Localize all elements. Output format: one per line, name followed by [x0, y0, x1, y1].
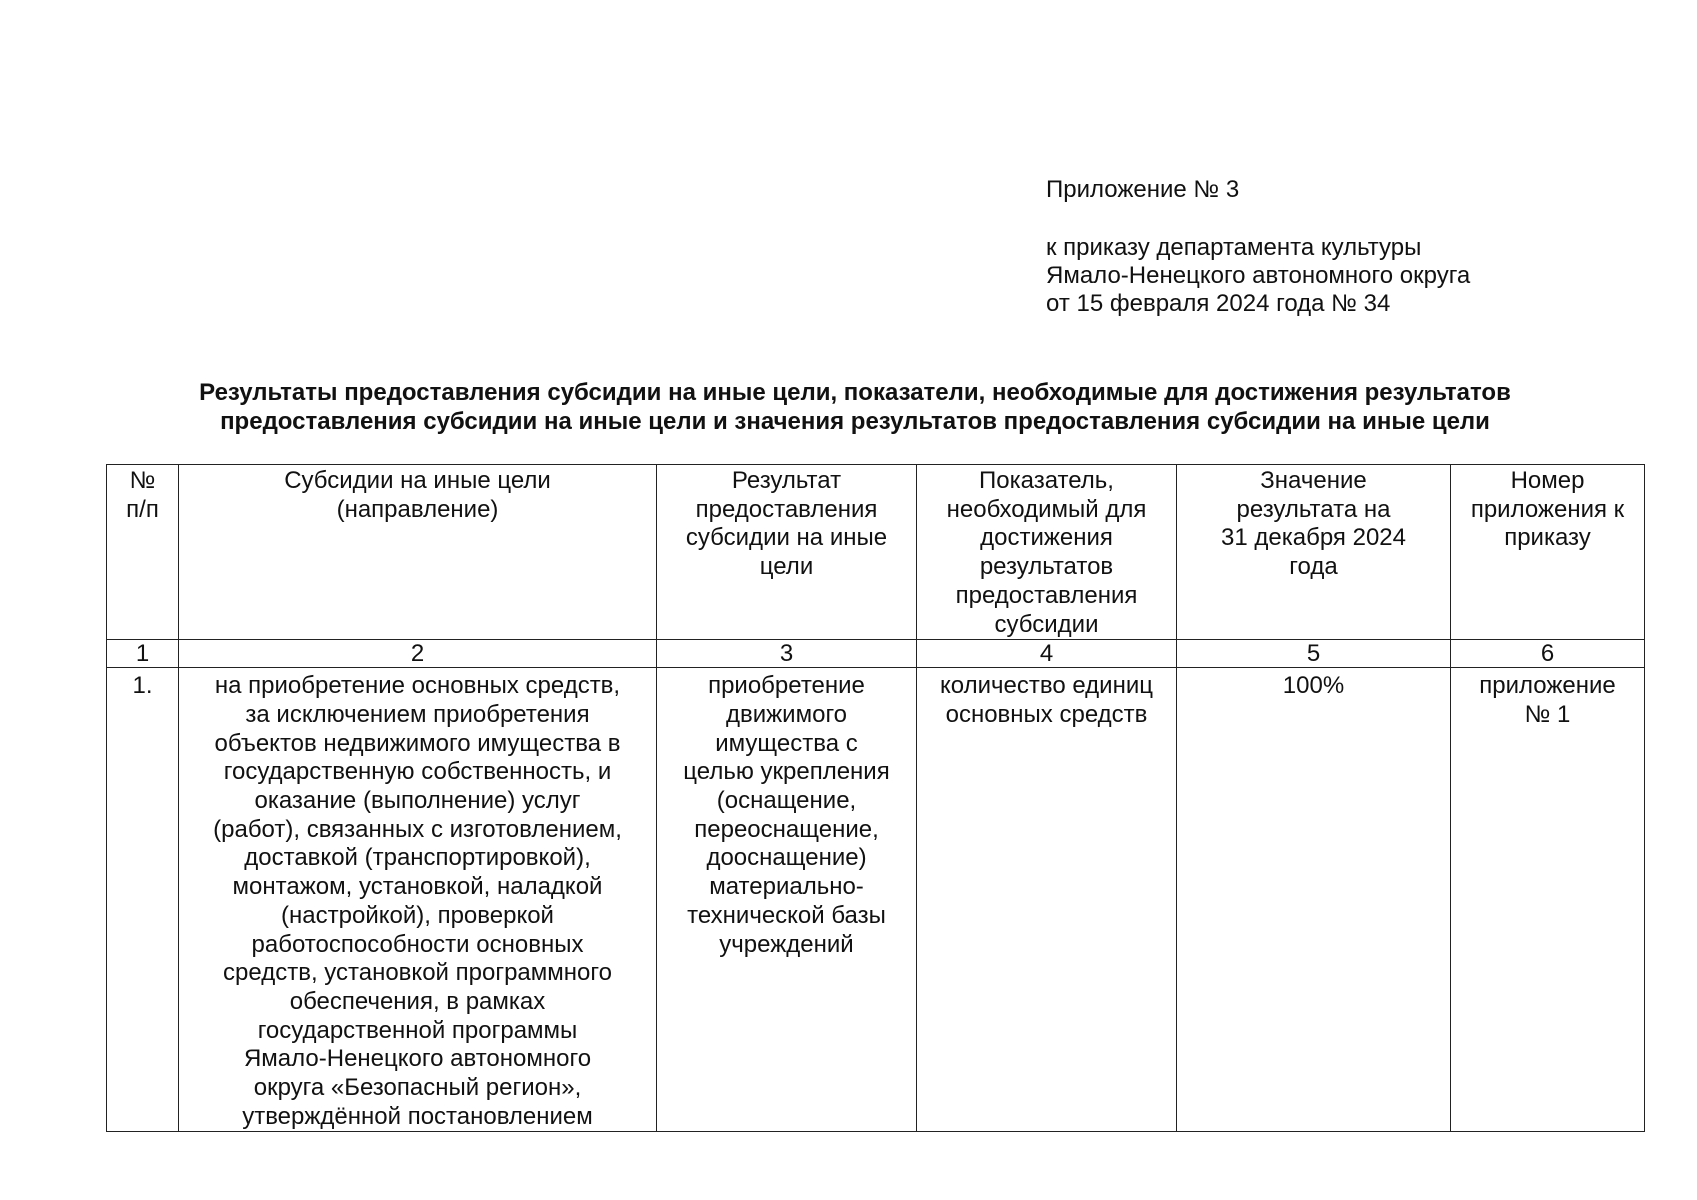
cell-line: (настройкой), проверкой — [281, 901, 554, 929]
header-cell-line: Результат — [731, 467, 842, 494]
cell-line: переоснащение, — [694, 815, 879, 843]
header-cell-line: п/п — [126, 495, 159, 523]
cell-line: государственную собственность, и — [223, 758, 612, 786]
header-appendix-number — [1451, 465, 1645, 640]
table-row — [107, 668, 1645, 1132]
cell-result — [657, 668, 917, 1132]
cell-line: средств, установкой программного — [223, 959, 612, 987]
appendix-order-line: к приказу департамента культуры — [1046, 234, 1422, 261]
cell-value — [1177, 668, 1451, 1132]
cell-line: имущества с — [715, 729, 858, 757]
column-number-cell: 4 — [917, 640, 1177, 668]
header-cell-line: приказу — [1504, 524, 1591, 552]
column-number-cell: 3 — [657, 640, 917, 668]
cell-line: (оснащение, — [716, 787, 857, 815]
cell-line: № 1 — [1524, 700, 1571, 728]
cell-line: приобретение — [708, 672, 865, 700]
cell-line: приложение — [1479, 672, 1616, 700]
document-title-line: Результаты предоставления субсидии на иные цели, показатели, необходимые для достижения результатов — [199, 379, 1511, 406]
cell-line: округа «Безопасный регион», — [253, 1074, 582, 1102]
cell-appendix-number — [1451, 668, 1645, 1132]
cell-line: технической базы — [687, 901, 886, 929]
header-number — [107, 465, 179, 640]
cell-line: 1. — [132, 672, 153, 700]
cell-line: объектов недвижимого имущества в — [214, 729, 621, 757]
header-cell-line: Показатель, — [979, 467, 1114, 494]
cell-line: Ямало-Ненецкого автономного — [243, 1045, 592, 1073]
header-result — [657, 465, 917, 640]
header-cell-line: предоставления — [695, 495, 878, 523]
column-number-cell: 1 — [107, 640, 179, 668]
table-column-number-row — [107, 640, 1645, 668]
header-cell-line: субсидии на иные — [685, 524, 888, 552]
column-number-cell: 2 — [179, 640, 657, 668]
cell-line: учреждений — [719, 930, 854, 958]
cell-line: количество единиц — [940, 672, 1153, 700]
header-cell-line: 31 декабря 2024 — [1221, 524, 1406, 552]
header-cell-line: № — [129, 467, 156, 494]
header-indicator — [917, 465, 1177, 640]
header-cell-line: (направление) — [336, 495, 499, 523]
document-title — [80, 378, 1630, 436]
header-cell-line: результата на — [1236, 495, 1391, 523]
cell-number — [107, 668, 179, 1132]
cell-line: оказание (выполнение) услуг — [254, 787, 581, 815]
header-cell-line: года — [1289, 553, 1338, 581]
cell-line: материально- — [709, 873, 864, 901]
results-table-body — [107, 465, 1645, 1132]
appendix-block — [1046, 176, 1606, 318]
header-subsidy-direction — [179, 465, 657, 640]
cell-line: на приобретение основных средств, — [214, 672, 621, 700]
appendix-order-line: от 15 февраля 2024 года № 34 — [1046, 290, 1391, 317]
cell-line: государственной программы — [257, 1016, 578, 1044]
header-cell-line: Значение — [1260, 467, 1367, 494]
cell-line: основных средств — [945, 700, 1148, 728]
header-cell-line: предоставления — [955, 581, 1138, 609]
appendix-order-line: Ямало-Ненецкого автономного округа — [1046, 262, 1471, 289]
header-cell-line: субсидии — [994, 610, 1099, 638]
table-header-row — [107, 465, 1645, 640]
document-title-line: предоставления субсидии на иные цели и значения результатов предоставления субсидии на иные цели — [220, 408, 1490, 435]
header-cell-line: достижения — [980, 524, 1113, 552]
cell-line: (работ), связанных с изготовлением, — [213, 815, 622, 843]
header-value — [1177, 465, 1451, 640]
header-cell-line: необходимый для — [946, 495, 1147, 523]
cell-indicator — [917, 668, 1177, 1132]
cell-line: за исключением приобретения — [245, 700, 590, 728]
cell-line: движимого — [725, 700, 848, 728]
results-table — [106, 464, 1645, 1132]
cell-line: монтажом, установкой, наладкой — [232, 873, 603, 901]
header-cell-line: Субсидии на иные цели — [284, 467, 551, 494]
cell-line: утверждённой постановлением — [242, 1102, 593, 1130]
appendix-spacer — [1046, 204, 1606, 234]
appendix-number: Приложение № 3 — [1046, 176, 1240, 203]
cell-line: дооснащение) — [706, 844, 867, 872]
cell-line: 100% — [1282, 672, 1345, 700]
cell-line: обеспечения, в рамках — [289, 987, 546, 1015]
header-cell-line: результатов — [979, 553, 1114, 581]
column-number-cell: 5 — [1177, 640, 1451, 668]
header-cell-line: цели — [759, 553, 814, 581]
cell-line: доставкой (транспортировкой), — [244, 844, 591, 872]
column-number-cell: 6 — [1451, 640, 1645, 668]
cell-line: целью укрепления — [683, 758, 890, 786]
cell-line: работоспособности основных — [251, 930, 584, 958]
cell-subsidy-direction — [179, 668, 657, 1132]
header-cell-line: Номер — [1510, 467, 1585, 494]
header-cell-line: приложения к — [1470, 495, 1625, 523]
